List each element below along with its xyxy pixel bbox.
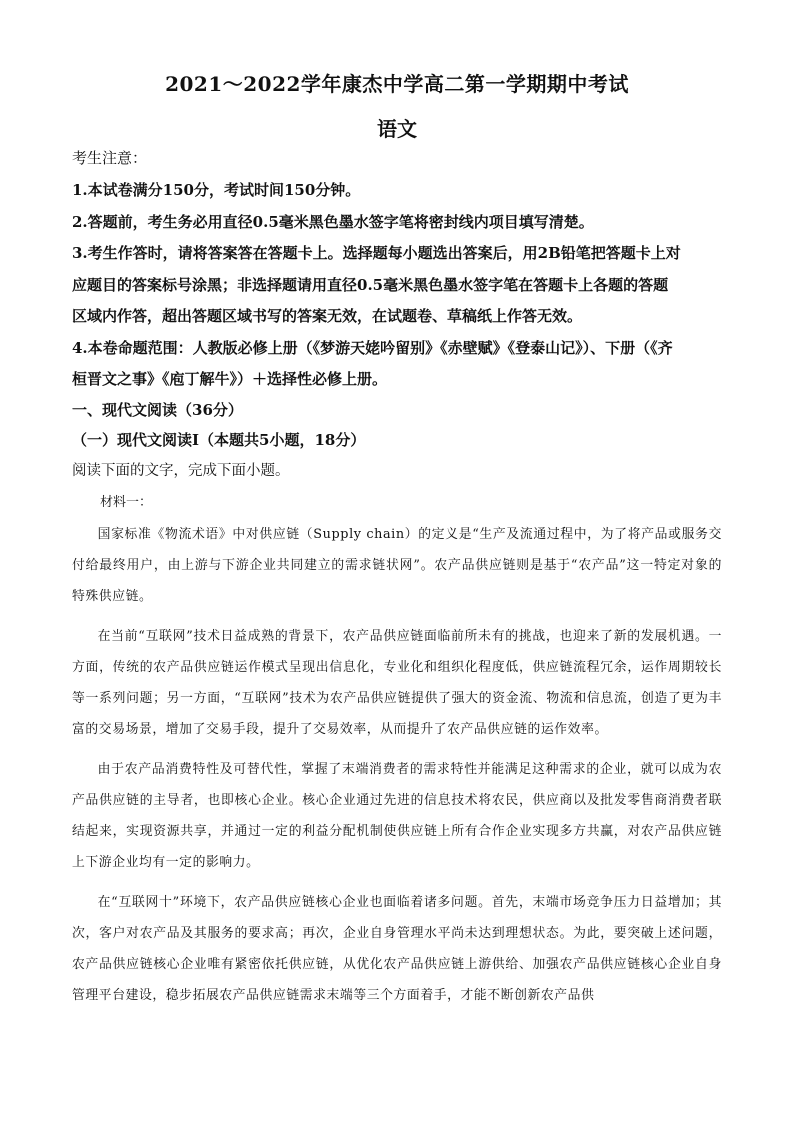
notice-line: 桓晋文之事》《庖丁解牛》）＋选择性必修上册。: [72, 370, 388, 388]
notice-heading: 考生注意：: [72, 149, 148, 167]
subject-title: 语文: [377, 117, 417, 141]
reading-passage: [72, 519, 722, 1020]
reading-instruction: 阅读下面的文字，完成下面小题。: [72, 463, 290, 479]
candidate-notice: [72, 148, 722, 396]
section-heading: 一、现代文阅读（36分）: [72, 401, 243, 419]
notice-line: 3.考生作答时，请将答案答在答题卡上。选择题每小题选出答案后，用2B铅笔把答题卡上对: [72, 244, 681, 262]
material-label: 材料一：: [100, 495, 153, 510]
notice-line: 区域内作答，超出答题区域书写的答案无效，在试题卷、草稿纸上作答无效。: [72, 307, 583, 325]
passage-paragraph: 国家标准《物流术语》中对供应链（Supply chain）的定义是“生产及流通过程中，为了将产品或服务交付给最终用户，由上游与下游企业共同建立的需求链状网”。农产品供应链则是基于“农产品”这一特定对象的特殊供应链。: [72, 527, 722, 604]
notice-line: 4.本卷命题范围：人教版必修上册（《梦游天姥吟留别》《赤壁赋》《登泰山记》）、下册（《齐: [72, 338, 673, 357]
notice-line: 1.本试卷满分150分，考试时间150分钟。: [72, 181, 361, 199]
notice-line: 2.答题前，考生务必用直径0.5毫米黑色墨水签字笔将密封线内项目填写清楚。: [72, 212, 594, 231]
passage-paragraph: 在当前“互联网”技术日益成熟的背景下，农产品供应链面临前所未有的挑战，也迎来了新的发展机遇。一方面，传统的农产品供应链运作模式呈现出信息化，专业化和组织化程度低，供应链流程冗余，运作周期较长等一系列问题；另一方面，“互联网”技术为农产品供应链提供了强大的资金流、物流和信息流，创造了更为丰富的交易场景，增加了交易手段，提升了交易效率，从而提升了农产品供应链的运作效率。: [72, 629, 722, 737]
passage-paragraph: 由于农产品消费特性及可替代性，掌握了末端消费者的需求特性并能满足这种需求的企业，就可以成为农产品供应链的主导者，也即核心企业。核心企业通过先进的信息技术将农民，供应商以及批发零售商消费者联结起来，实现资源共享，并通过一定的利益分配机制使供应链上所有合作企业实现多方共赢，对农产品供应链上下游企业均有一定的影响力。: [72, 762, 722, 870]
notice-line: 应题目的答案标号涂黑；非选择题请用直径0.5毫米黑色墨水签字笔在答题卡上各题的答题: [72, 275, 669, 294]
exam-title: 2021～2022学年康杰中学高二第一学期期中考试: [165, 72, 629, 96]
passage-paragraph: 在“互联网十”环境下，农产品供应链核心企业也面临着诸多问题。首先，末端市场竞争压力日益增加；其次，客户对农产品及其服务的要求高；再次，企业自身管理水平尚未达到理想状态。为此，要突破上述问题，农产品供应链核心企业唯有紧密依托供应链，从优化农产品供应链上游供给、加强农产品供应链核心企业自身管理平台建设，稳步拓展农产品供应链需求末端等三个方面着手，才能不断创新农产品供: [72, 895, 722, 1003]
subsection-heading: （一）现代文阅读Ⅰ（本题共5小题，18分）: [72, 431, 366, 449]
